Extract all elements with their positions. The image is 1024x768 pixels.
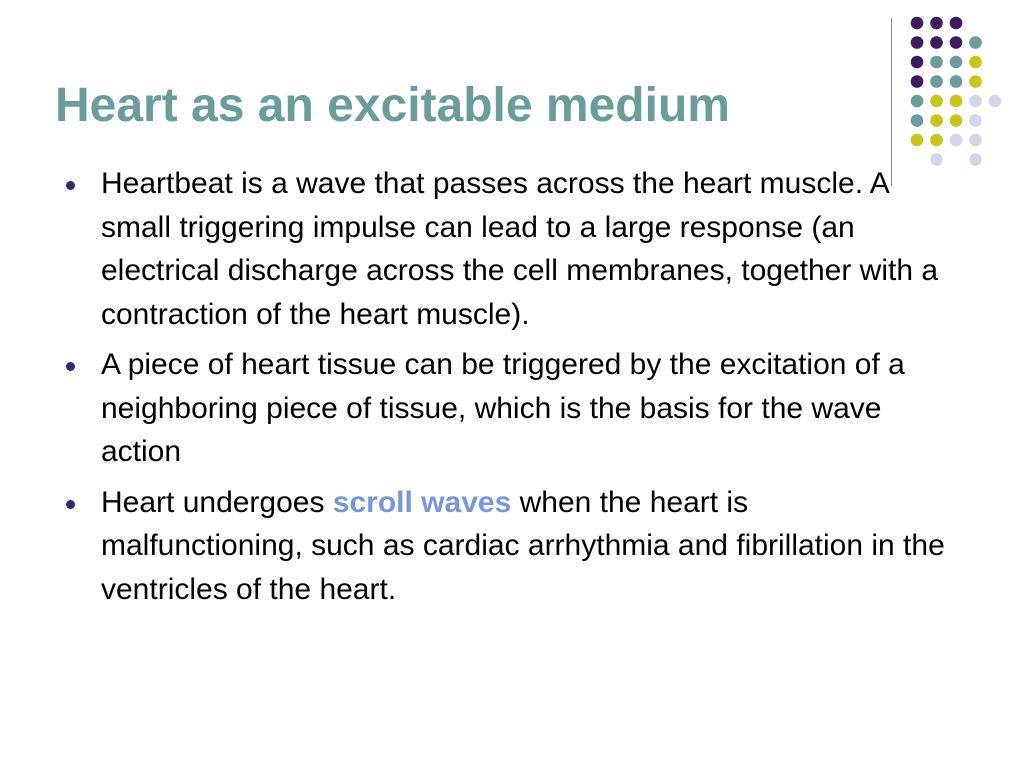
dot-lavender: [969, 114, 982, 127]
dot-yellow: [969, 75, 982, 88]
dot-lavender: [969, 134, 982, 147]
bullet-text-before: Heart undergoes: [101, 485, 333, 519]
dot-purple: [911, 56, 924, 69]
bullet-text: A piece of heart tissue can be triggered by the excitation of a neighboring piece of tissue, which is the basis for the wave action: [101, 348, 905, 468]
bullet-dot-icon: [66, 500, 75, 509]
bullet-list: [66, 162, 946, 618]
bullet-text: Heartbeat is a wave that passes across the heart muscle. A small triggering impulse can lead to a large response (an electrical discharge across the cell membranes, together with a contraction of the heart muscle).: [101, 167, 939, 331]
dot-teal: [930, 56, 943, 69]
dot-yellow: [911, 134, 924, 147]
dot-teal: [950, 75, 963, 88]
dot-purple: [911, 17, 924, 30]
bullet-item-heartbeat: [66, 162, 946, 336]
bullet-item-tissue-triggering: [66, 343, 946, 474]
dot-lavender: [969, 153, 982, 166]
dot-purple: [930, 17, 943, 30]
dot-yellow: [969, 56, 982, 69]
dot-lavender: [989, 95, 1002, 108]
dot-purple: [950, 36, 963, 49]
dot-yellow: [950, 114, 963, 127]
dot-purple: [911, 75, 924, 88]
dot-yellow: [930, 134, 943, 147]
dot-teal: [969, 36, 982, 49]
dot-teal: [950, 56, 963, 69]
bullet-text-after: when the heart is malfunctioning, such as cardiac arrhythmia and fibrillation in the ventricles of the heart.: [101, 485, 945, 606]
divider-line: [891, 18, 892, 186]
dot-lavender: [950, 134, 963, 147]
bullet-item-scroll-waves: [66, 481, 946, 612]
dot-teal: [930, 75, 943, 88]
dot-teal: [911, 95, 924, 108]
dot-purple: [930, 36, 943, 49]
bullet-dot-icon: [66, 362, 75, 371]
dot-yellow: [930, 95, 943, 108]
dot-purple: [911, 36, 924, 49]
dot-yellow: [950, 95, 963, 108]
scroll-waves-highlight: scroll waves: [332, 485, 512, 519]
bullet-dot-icon: [66, 181, 75, 190]
dot-purple: [950, 17, 963, 30]
slide-title: Heart as an excitable medium: [55, 79, 730, 132]
dot-yellow: [930, 114, 943, 127]
dot-teal: [911, 114, 924, 127]
dot-lavender: [969, 95, 982, 108]
